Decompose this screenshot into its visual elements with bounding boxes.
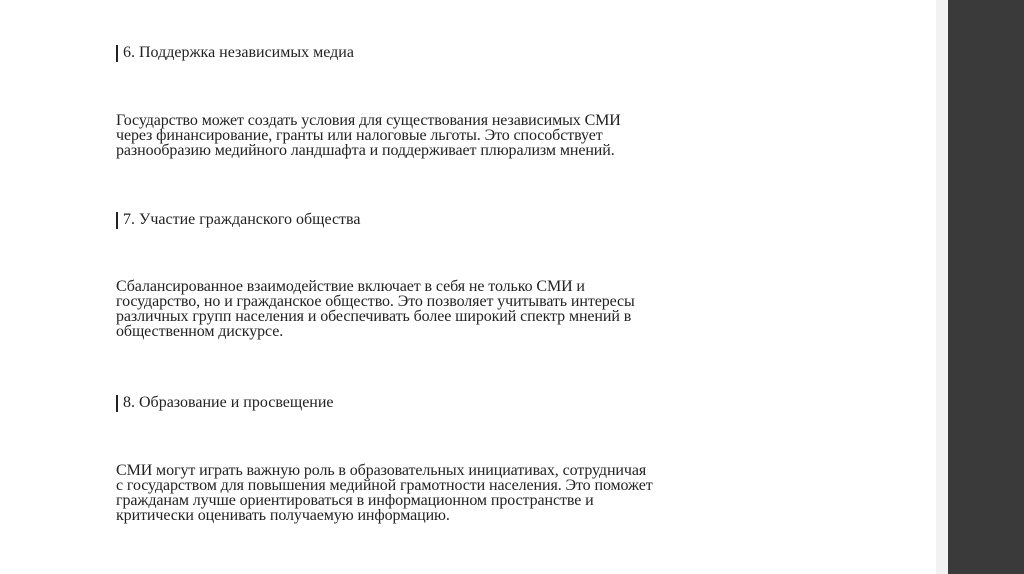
paragraph-line: гражданам лучше ориентироваться в информационном пространстве и [116,492,594,509]
heading-marker-bar [116,45,118,62]
heading-text: 6. Поддержка независимых медиа [123,44,354,61]
paragraph-line: различных групп населения и обеспечивать более широкий спектр мнений в [116,308,632,325]
heading-marker-bar [116,395,118,412]
paragraph-line: СМИ могут играть важную роль в образовательных инициативах, сотрудничая [116,462,647,479]
dark-side-panel [948,0,1024,574]
section-heading-6 [116,44,354,62]
paragraph-line: критически оценивать получаемую информацию. [116,507,450,524]
slide-edge-gap [936,0,948,574]
paragraph-line: разнообразию медийного ландшафта и поддерживает плюрализм мнений. [116,142,615,159]
section-heading-8 [116,394,334,412]
paragraph-line: с государством для повышения медийной грамотности населения. Это поможет [116,477,653,494]
section-heading-7 [116,211,360,229]
paragraph-line: государство, но и гражданское общество. Это позволяет учитывать интересы [116,293,635,310]
paragraph-line: Государство может создать условия для существования независимых СМИ [116,112,621,129]
section-paragraph-8 [116,463,836,523]
paragraph-line: Сбалансированное взаимодействие включает в себя не только СМИ и [116,278,585,295]
heading-text: 8. Образование и просвещение [123,394,334,411]
heading-marker-bar [116,212,118,229]
section-paragraph-6 [116,113,836,158]
paragraph-line: через финансирование, гранты или налоговые льготы. Это способствует [116,127,603,144]
paragraph-line: общественном дискурсе. [116,323,284,340]
heading-text: 7. Участие гражданского общества [123,211,361,228]
section-paragraph-7 [116,279,836,339]
